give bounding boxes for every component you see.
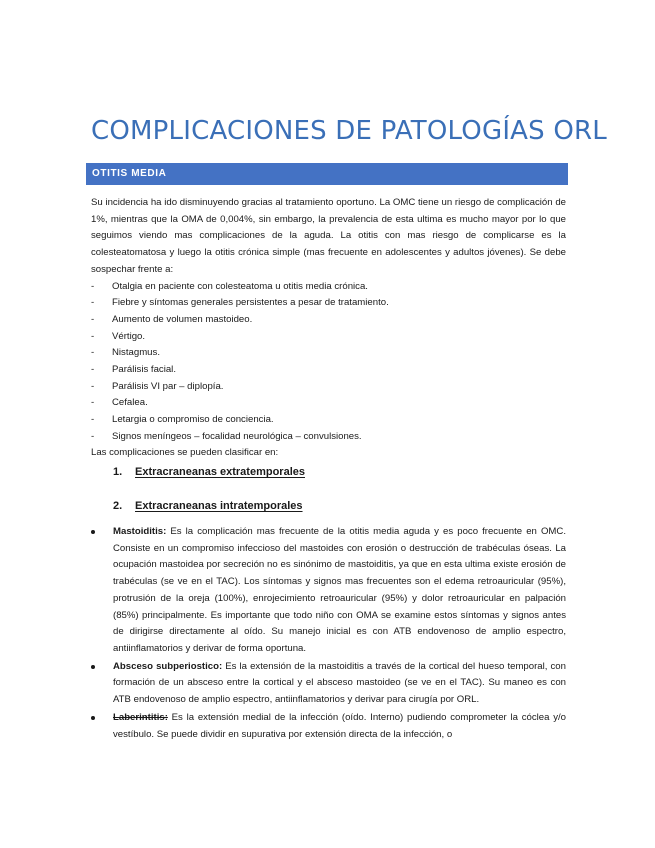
list-item-text: Vértigo. — [112, 330, 146, 342]
heading-number: 2. — [113, 500, 123, 513]
list-item: - Parálisis facial. — [91, 363, 176, 375]
list-item-text: Parálisis facial. — [112, 363, 176, 375]
item-term: Laberintitis: — [113, 711, 168, 723]
list-item: - Aumento de volumen mastoideo. — [91, 313, 253, 325]
symptom-list — [91, 279, 566, 446]
bullet-dot — [91, 530, 95, 534]
section-header-bar — [86, 163, 568, 185]
list-item-text: Signos meníngeos – focalidad neurológica – convulsiones. — [112, 430, 362, 442]
list-item: - Signos meníngeos – focalidad neurológica – convulsiones. — [91, 430, 362, 442]
bullet-dot — [91, 665, 95, 669]
list-item-text: Fiebre y síntomas generales persistentes a pesar de tratamiento. — [112, 297, 389, 309]
section-header-label: OTITIS MEDIA — [92, 168, 167, 179]
list-item — [91, 524, 566, 658]
classify-text: Las complicaciones se pueden clasificar en: — [91, 447, 279, 459]
intro-paragraph: Su incidencia ha ido disminuyendo gracias al tratamiento oportuno. La OMC tiene un riesgo de complicación de 1%, mientras que la OMA de 0,004%, sin embargo, la prevalencia de esta ultima es mucho mayor por lo que seguimos viendo mas complicaciones de la aguda. La otitis con mas riesgo de complicarse es la colesteatomatosa y luego la otitis crónica simple (mas frecuente en adolescentes y adultos jóvenes). Se debe sospechar frente a: — [91, 197, 566, 275]
list-item: - Cefalea. — [91, 397, 148, 409]
list-item: - Vértigo. — [91, 330, 146, 342]
bullet-dot — [91, 716, 95, 720]
list-item: - Nistagmus. — [91, 347, 160, 359]
page-title: COMPLICACIONES DE PATOLOGÍAS ORL — [91, 116, 607, 146]
list-item: - Otalgia en paciente con colesteatoma u otitis media crónica. — [91, 280, 368, 292]
list-item: - Parálisis VI par – diplopía. — [91, 380, 224, 392]
list-item-text: Letargia o compromiso de conciencia. — [112, 414, 274, 426]
list-item — [91, 710, 566, 743]
heading-number: 1. — [113, 466, 123, 479]
list-item-text: Parálisis VI par – diplopía. — [112, 380, 224, 392]
numbered-heading — [91, 464, 566, 484]
item-text: Es la complicación mas frecuente de la otitis media aguda y es poco frecuente en OMC. Consiste en un compromiso infeccioso del mastoides con erosión o destrucción de trabéculas óseas. La ocupación mastoidea por secreción no es sinónimo de mastoiditis, ya que en esta ultima existe erosión de trabéculas (se ve en el TAC). Los síntomas y signos mas frecuentes son el edema retroauricular (95%), protrusión de la oreja (100%), enrojecimiento retroauricular (95%) y dolor retroauricular en palpación (85%) principalmente. Es importante que todo niño con OMA se examine estos síntomas y signos antes de dirigirse directamente al oído. Su manejo inicial es con ATB endovenoso de amplio espectro, antiinflamatorios y derivar de forma oportuna. — [113, 526, 566, 654]
list-item — [91, 659, 566, 709]
item-term: Absceso subperiostico: — [113, 660, 223, 672]
list-item-text: Otalgia en paciente con colesteatoma u otitis media crónica. — [112, 280, 368, 292]
list-item-text: Nistagmus. — [112, 347, 160, 359]
numbered-heading — [91, 498, 566, 518]
heading-label: Extracraneanas intratemporales — [135, 500, 303, 513]
list-item-text: Cefalea. — [112, 397, 148, 409]
item-term: Mastoiditis: — [113, 526, 167, 538]
list-item: - Fiebre y síntomas generales persistentes a pesar de tratamiento. — [91, 297, 389, 309]
item-text: Es la extensión medial de la infección (oído. Interno) pudiendo comprometer la cóclea y/o vestíbulo. Se puede dividir en supurativa por extensión directa de la infección, o — [113, 711, 566, 740]
heading-label: Extracraneanas extratemporales — [135, 466, 305, 479]
complication-list — [91, 524, 566, 743]
list-item-text: Aumento de volumen mastoideo. — [112, 313, 253, 325]
document-body — [91, 195, 566, 744]
item-text: Es la extensión de la mastoiditis a través de la cortical del hueso temporal, con formación de un absceso entre la cortical y el absceso mastoideo (se ve en el TAC). Su maneo es con ATB endovenoso de amplio espectro, antiinflamatorios y derivar para cirugía por ORL. — [113, 660, 566, 706]
list-item: - Letargia o compromiso de conciencia. — [91, 414, 274, 426]
